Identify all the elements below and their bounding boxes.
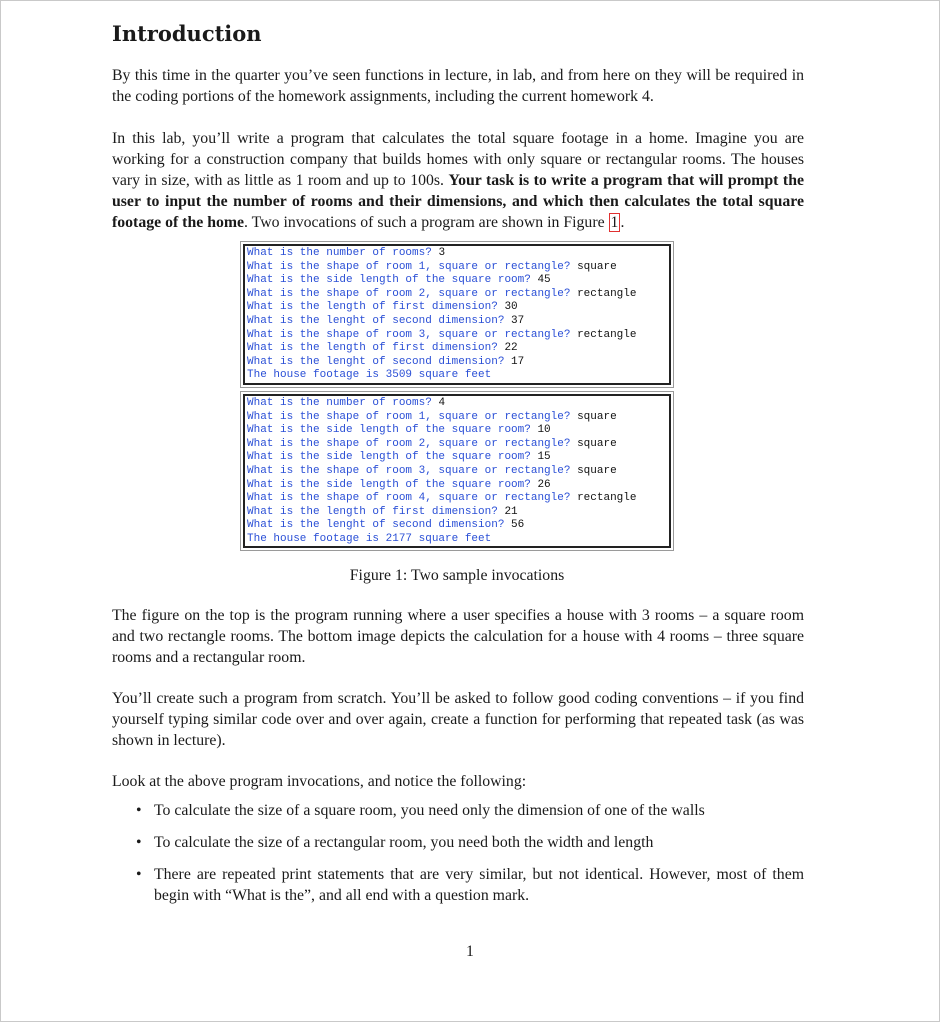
user-input: 3 bbox=[438, 247, 446, 259]
user-input: rectangle bbox=[577, 492, 637, 505]
prompt-text: What is the number of rooms? bbox=[247, 247, 439, 259]
terminal-line bbox=[247, 288, 667, 302]
task-paragraph-tail: . bbox=[620, 214, 625, 231]
terminal-line bbox=[247, 506, 667, 520]
user-input: square bbox=[577, 437, 617, 450]
list-item-text: To calculate the size of a rectangular room, you need both the width and length bbox=[154, 834, 654, 852]
result-line: The house footage is 2177 square feet bbox=[247, 532, 492, 545]
prompt-text: What is the shape of room 4, square or rectangle? bbox=[247, 492, 578, 505]
figure-caption: Figure 1: Two sample invocations bbox=[349, 567, 565, 585]
prompt-text: What is the shape of room 1, square or rectangle? bbox=[247, 260, 578, 273]
bullet-icon: • bbox=[136, 802, 142, 820]
prompt-text: What is the lenght of second dimension? bbox=[247, 355, 512, 368]
terminal-output bbox=[243, 394, 671, 549]
user-input: square bbox=[577, 464, 617, 477]
terminal-output bbox=[243, 244, 671, 385]
task-paragraph-end: . Two invocations of such a program are shown in Figure bbox=[244, 214, 609, 231]
terminal-line bbox=[247, 438, 667, 452]
terminal-line bbox=[247, 411, 667, 425]
figure-reference-link[interactable] bbox=[609, 213, 621, 232]
figure-explanation-paragraph: The figure on the top is the program running where a user specifies a house with 3 rooms – a square room and two rectangle rooms. The bottom image depicts the calculation for a house with 4 rooms – three square rooms and a rectangular room. bbox=[112, 607, 804, 667]
result-line: The house footage is 3509 square feet bbox=[247, 369, 492, 382]
terminal-line bbox=[247, 301, 667, 315]
terminal-line bbox=[247, 342, 667, 356]
terminal-line bbox=[247, 424, 667, 438]
terminal-line bbox=[247, 492, 667, 506]
prompt-text: What is the shape of room 2, square or rectangle? bbox=[247, 287, 578, 300]
terminal-line bbox=[247, 261, 667, 275]
terminal-line bbox=[247, 356, 667, 370]
list-item bbox=[112, 800, 804, 821]
prompt-text: What is the length of first dimension? bbox=[247, 301, 505, 314]
user-input: 30 bbox=[504, 301, 518, 314]
intro-paragraph: By this time in the quarter you’ve seen functions in lecture, in lab, and from here on they will be required in the coding portions of the homework assignments, including the current homework 4. bbox=[112, 67, 804, 105]
prompt-text: What is the shape of room 3, square or rectangle? bbox=[247, 464, 578, 477]
prompt-text: What is the lenght of second dimension? bbox=[247, 519, 512, 532]
bullet-icon: • bbox=[136, 866, 142, 884]
prompt-text: What is the shape of room 3, square or rectangle? bbox=[247, 328, 578, 341]
prompt-text: What is the side length of the square room? bbox=[247, 274, 538, 287]
terminal-line bbox=[247, 479, 667, 493]
terminal-line bbox=[247, 329, 667, 343]
user-input: square bbox=[577, 260, 617, 273]
page-content bbox=[112, 21, 804, 917]
terminal-line bbox=[247, 315, 667, 329]
observations-intro: Look at the above program invocations, and notice the following: bbox=[112, 773, 527, 791]
user-input: 21 bbox=[504, 505, 518, 518]
prompt-text: What is the side length of the square room? bbox=[247, 424, 538, 437]
user-input: 17 bbox=[511, 355, 525, 368]
prompt-text: What is the side length of the square room? bbox=[247, 451, 538, 464]
user-input: 26 bbox=[537, 478, 551, 491]
section-heading: Introduction bbox=[112, 21, 262, 46]
conventions-paragraph: You’ll create such a program from scratch. You’ll be asked to follow good coding conventions – if you find yourself typing similar code over and over again, create a function for performing that repeated task (as was shown in lecture). bbox=[112, 690, 804, 750]
user-input: 10 bbox=[537, 424, 551, 437]
task-paragraph-start: In this lab, you’ll write a program that calculates the total square footage in a home. Imagine you are working for a construction company that builds homes with only square or rectangular rooms. The houses vary in size, with as little as 1 room and up to 100s. bbox=[112, 130, 804, 189]
user-input: 45 bbox=[537, 274, 551, 287]
terminal-line bbox=[247, 397, 667, 411]
terminal-screenshot bbox=[240, 241, 674, 388]
user-input: 15 bbox=[537, 451, 551, 464]
list-item-text: To calculate the size of a square room, you need only the dimension of one of the walls bbox=[154, 802, 705, 820]
prompt-text: What is the length of first dimension? bbox=[247, 342, 505, 355]
figure-terminal-runs bbox=[240, 241, 674, 551]
user-input: 4 bbox=[438, 396, 446, 409]
terminal-screenshot bbox=[240, 391, 674, 552]
terminal-line bbox=[247, 519, 667, 533]
task-paragraph-bold: Your task is to write a program that will prompt the user to input the number of rooms and their dimensions, and which then calculates the total square footage of the home bbox=[112, 172, 804, 231]
prompt-text: What is the lenght of second dimension? bbox=[247, 314, 512, 327]
user-input: rectangle bbox=[577, 328, 637, 341]
prompt-text: What is the number of rooms? bbox=[247, 396, 439, 409]
terminal-line bbox=[247, 274, 667, 288]
prompt-text: What is the shape of room 1, square or rectangle? bbox=[247, 410, 578, 423]
user-input: square bbox=[577, 410, 617, 423]
task-paragraph bbox=[112, 128, 804, 233]
terminal-line bbox=[247, 247, 667, 261]
terminal-line bbox=[247, 451, 667, 465]
prompt-text: What is the side length of the square room? bbox=[247, 478, 538, 491]
list-item-text: There are repeated print statements that are very similar, but not identical. However, most of them begin with “What is the”, and all end with a question mark. bbox=[154, 866, 804, 905]
page-number: 1 bbox=[466, 943, 474, 960]
list-item bbox=[112, 864, 804, 906]
prompt-text: What is the shape of room 2, square or rectangle? bbox=[247, 437, 578, 450]
prompt-text: What is the length of first dimension? bbox=[247, 505, 505, 518]
bullet-icon: • bbox=[136, 834, 142, 852]
user-input: rectangle bbox=[577, 287, 637, 300]
list-item bbox=[112, 832, 804, 853]
user-input: 37 bbox=[511, 314, 525, 327]
observations-list bbox=[112, 800, 804, 906]
user-input: 22 bbox=[504, 342, 518, 355]
terminal-line bbox=[247, 465, 667, 479]
user-input: 56 bbox=[511, 519, 525, 532]
figure-1 bbox=[240, 241, 674, 585]
figure-reference-number[interactable]: 1 bbox=[610, 214, 619, 231]
